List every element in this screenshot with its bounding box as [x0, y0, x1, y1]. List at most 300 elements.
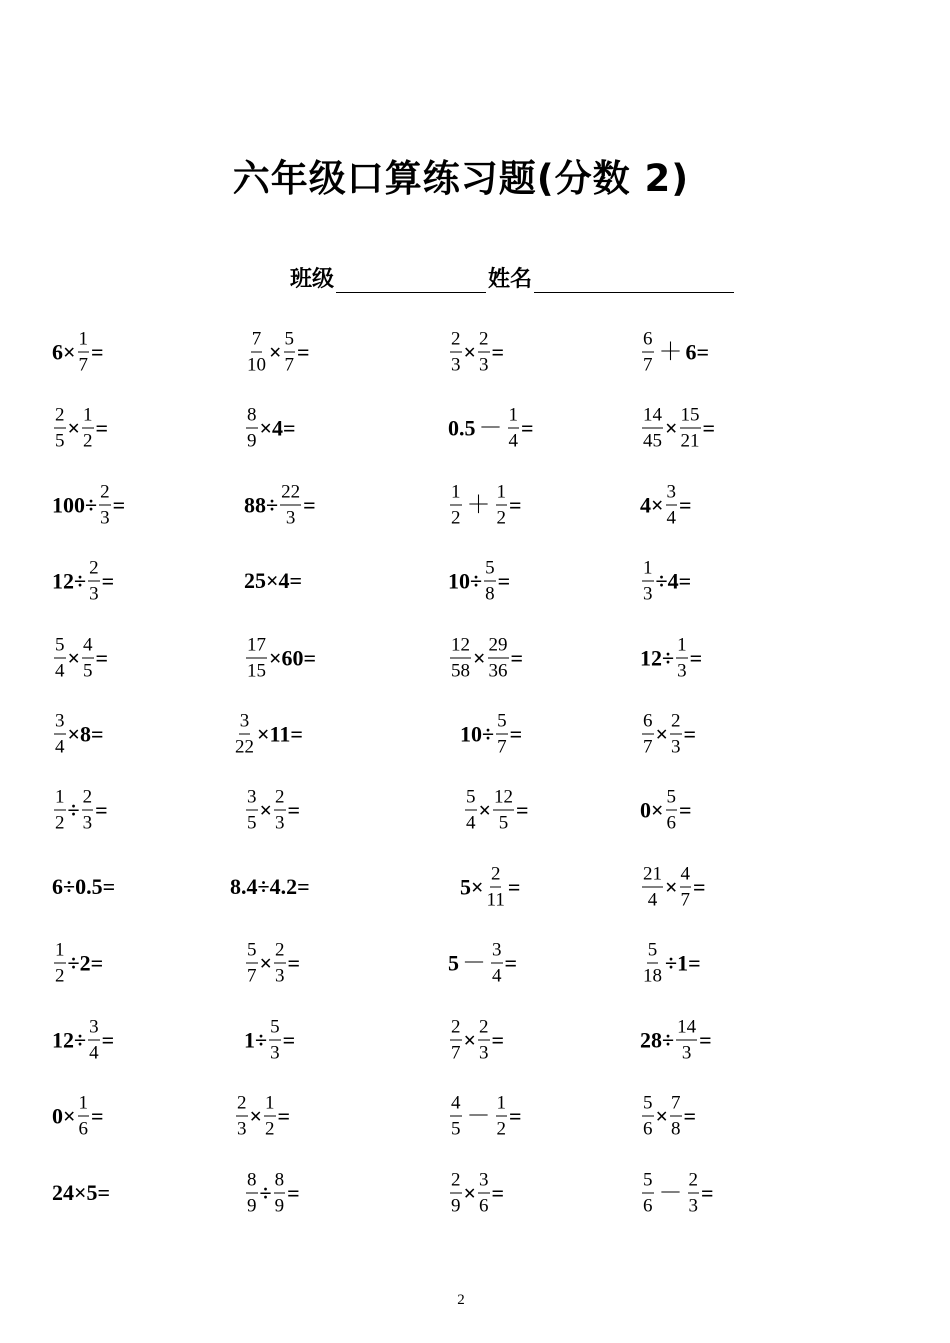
fraction-denominator: 3	[275, 965, 285, 987]
problem	[52, 941, 103, 986]
fraction-denominator: 3	[688, 1195, 698, 1217]
expression-text: =	[491, 339, 505, 364]
operator: －	[658, 1180, 683, 1206]
fraction-numerator: 5	[642, 1094, 654, 1117]
fraction-denominator: 4	[89, 1042, 99, 1064]
expression-text: ×	[473, 645, 486, 670]
fraction-numerator: 5	[246, 941, 258, 964]
expression-text: 24×5=	[52, 1180, 111, 1205]
fraction-denominator: 3	[479, 1042, 489, 1064]
problem	[52, 788, 108, 833]
fraction-denominator: 5	[83, 660, 93, 682]
expression-text: 0.5	[448, 415, 476, 440]
operator: ＋	[658, 339, 683, 365]
expression-text: =	[287, 950, 301, 975]
operator: －	[466, 1103, 491, 1129]
problem	[640, 406, 715, 451]
fraction-numerator: 4	[82, 636, 94, 659]
fraction-numerator: 5	[465, 788, 477, 811]
expression-text: ×	[463, 1180, 477, 1205]
fraction	[274, 1171, 286, 1216]
fraction	[642, 712, 654, 757]
expression-text: =	[509, 721, 523, 746]
fraction-numerator: 5	[496, 712, 508, 735]
fraction-denominator: 5	[498, 812, 509, 834]
problem	[448, 941, 517, 986]
expression-text: =	[101, 568, 115, 593]
problem	[244, 330, 310, 375]
expression-text: ×	[655, 1103, 669, 1128]
expression-text: 5×	[460, 874, 484, 899]
fraction	[264, 1094, 276, 1139]
problem	[244, 570, 302, 592]
fraction-numerator: 5	[484, 559, 496, 582]
fraction-numerator: 2	[54, 406, 66, 429]
fraction-numerator: 2	[670, 712, 682, 735]
fraction-denominator: 7	[451, 1042, 461, 1064]
problem	[52, 636, 108, 681]
expression-text: 1÷	[244, 1027, 268, 1052]
expression-text: =	[287, 797, 301, 822]
fraction	[670, 1094, 682, 1139]
problem	[52, 712, 104, 757]
fraction	[680, 865, 692, 910]
fraction-numerator: 1	[496, 1094, 508, 1117]
problem	[640, 330, 709, 375]
expression-text: =	[497, 568, 511, 593]
fraction-numerator: 3	[239, 712, 251, 735]
problem	[640, 483, 692, 528]
fraction	[465, 788, 477, 833]
expression-text: =	[689, 645, 703, 670]
fraction-numerator: 8	[246, 1171, 258, 1194]
fraction-denominator: 3	[681, 1042, 692, 1064]
fraction	[450, 330, 462, 375]
expression-text: ×	[269, 339, 282, 364]
fraction-denominator: 7	[680, 889, 691, 911]
fraction	[478, 1171, 490, 1216]
fraction	[486, 865, 506, 910]
problem	[448, 330, 504, 375]
fraction-numerator: 5	[284, 330, 296, 353]
fraction-numerator: 5	[647, 941, 659, 964]
fraction-numerator: 7	[251, 330, 263, 353]
problem	[244, 636, 316, 681]
expression-text: ×	[665, 415, 678, 440]
expression-text: =	[509, 1103, 522, 1128]
fraction-denominator: 7	[643, 354, 653, 376]
fraction	[484, 559, 496, 604]
expression-text: =	[699, 1027, 712, 1052]
problem	[52, 483, 125, 528]
fraction-numerator: 14	[676, 1018, 697, 1041]
fraction	[450, 636, 471, 681]
expression-text: =	[679, 492, 692, 517]
fraction-denominator: 4	[466, 812, 476, 834]
problem	[460, 865, 520, 910]
fraction	[491, 941, 503, 986]
fraction-numerator: 12	[450, 636, 471, 659]
fraction-numerator: 1	[508, 406, 520, 429]
problem	[448, 406, 534, 451]
fraction-numerator: 8	[274, 1171, 286, 1194]
fraction-numerator: 2	[82, 788, 94, 811]
fraction	[234, 712, 255, 757]
fraction	[676, 1018, 697, 1063]
expression-text: =	[95, 797, 108, 822]
problem	[52, 1182, 110, 1204]
expression-text: ÷	[67, 797, 80, 822]
fraction-denominator: 4	[55, 736, 65, 758]
fraction-denominator: 4	[55, 660, 65, 682]
fraction-numerator: 3	[478, 1171, 490, 1194]
fraction	[508, 406, 520, 451]
fraction-denominator: 8	[671, 1118, 681, 1140]
name-blank[interactable]	[534, 268, 734, 293]
fraction-denominator: 2	[55, 965, 65, 987]
fraction-numerator: 2	[88, 559, 100, 582]
fraction	[676, 636, 688, 681]
fraction-denominator: 5	[451, 1118, 461, 1140]
fraction	[496, 712, 508, 757]
fraction-numerator: 7	[670, 1094, 682, 1117]
fraction-denominator: 2	[496, 507, 506, 529]
expression-text: 12÷	[52, 568, 87, 593]
fraction	[246, 636, 267, 681]
class-blank[interactable]	[336, 268, 486, 293]
fraction-numerator: 1	[496, 483, 508, 506]
fraction	[642, 865, 663, 910]
name-label: 姓名	[488, 267, 533, 292]
worksheet-title: 六年级口算练习题(分数 2)	[232, 157, 690, 200]
fraction	[82, 636, 94, 681]
expression-text: =	[702, 415, 716, 440]
fraction	[642, 406, 663, 451]
expression-text: ×	[67, 415, 81, 440]
expression-text: ×	[67, 645, 81, 670]
fraction	[54, 788, 66, 833]
fraction-denominator: 9	[451, 1195, 461, 1217]
fraction-numerator: 1	[78, 1094, 90, 1117]
fraction-denominator: 3	[100, 507, 110, 529]
problem	[640, 559, 691, 604]
fraction-denominator: 3	[479, 354, 489, 376]
fraction-numerator: 4	[680, 865, 692, 888]
fraction	[54, 406, 66, 451]
fraction-denominator: 8	[485, 583, 495, 605]
expression-text: ÷4=	[655, 568, 692, 593]
fraction-numerator: 4	[450, 1094, 462, 1117]
expression-text: 0×	[640, 797, 664, 822]
expression-text: =	[112, 492, 126, 517]
problem	[244, 941, 300, 986]
expression-text: ×	[665, 874, 678, 899]
fraction-numerator: 2	[274, 788, 286, 811]
expression-text: 6=	[685, 339, 710, 364]
expression-text: 10÷	[448, 568, 483, 593]
fraction-denominator: 2	[496, 1118, 506, 1140]
expression-text: =	[683, 1103, 697, 1128]
expression-text: 4×	[640, 492, 664, 517]
expression-text: ×11=	[257, 721, 303, 746]
fraction-numerator: 3	[491, 941, 503, 964]
fraction	[666, 483, 678, 528]
problem	[52, 330, 104, 375]
fraction-numerator: 1	[264, 1094, 276, 1117]
fraction-denominator: 7	[643, 736, 653, 758]
fraction	[642, 559, 654, 604]
fraction-denominator: 7	[284, 354, 295, 376]
fraction	[670, 712, 682, 757]
fraction-denominator: 9	[247, 1195, 257, 1217]
expression-text: =	[91, 339, 104, 364]
fraction-denominator: 36	[488, 660, 508, 682]
fraction-numerator: 5	[269, 1018, 281, 1041]
fraction-denominator: 3	[285, 507, 296, 529]
expression-text: =	[516, 797, 529, 822]
expression-text: =	[693, 874, 706, 899]
fraction-denominator: 3	[677, 660, 687, 682]
problem	[463, 788, 529, 833]
fraction	[246, 941, 258, 986]
fraction	[450, 1171, 462, 1216]
fraction	[269, 1018, 281, 1063]
expression-text: 100÷	[52, 492, 98, 517]
expression-text: 12÷	[52, 1027, 87, 1052]
expression-text: ÷1=	[665, 950, 701, 975]
problem	[244, 1018, 295, 1063]
fraction-denominator: 3	[275, 812, 285, 834]
fraction-denominator: 7	[497, 736, 507, 758]
expression-text: ×60=	[269, 645, 317, 670]
expression-text: 0×	[52, 1103, 76, 1128]
fraction-denominator: 2	[83, 430, 93, 452]
fraction-numerator: 1	[450, 483, 462, 506]
operator: －	[462, 950, 486, 976]
fraction	[642, 1171, 654, 1216]
expression-text: =	[491, 1180, 505, 1205]
fraction-denominator: 15	[247, 660, 266, 682]
expression-text: =	[297, 339, 310, 364]
problem	[640, 865, 706, 910]
fraction-numerator: 17	[246, 636, 267, 659]
fraction-numerator: 22	[280, 483, 301, 506]
fraction-numerator: 1	[642, 559, 654, 582]
fraction	[54, 712, 66, 757]
fraction-denominator: 21	[680, 430, 700, 452]
expression-text: =	[491, 1027, 505, 1052]
problem	[244, 483, 316, 528]
fraction	[450, 483, 462, 528]
problem	[52, 559, 114, 604]
fraction-numerator: 6	[642, 330, 654, 353]
fraction-numerator: 1	[676, 636, 688, 659]
expression-text: =	[91, 1103, 104, 1128]
fraction	[280, 483, 301, 528]
fraction	[496, 483, 508, 528]
problem	[52, 876, 115, 898]
fraction-denominator: 3	[270, 1042, 280, 1064]
expression-text: =	[679, 797, 692, 822]
expression-text: 6×	[52, 339, 76, 364]
problem	[244, 1171, 300, 1216]
fraction-denominator: 2	[451, 507, 461, 529]
fraction	[284, 330, 296, 375]
fraction-denominator: 18	[643, 965, 662, 987]
fraction-numerator: 2	[688, 1171, 700, 1194]
fraction	[246, 330, 267, 375]
fraction-denominator: 4	[492, 965, 502, 987]
expression-text: 5	[448, 950, 459, 975]
fraction-denominator: 22	[235, 736, 254, 758]
problem	[640, 788, 692, 833]
problem	[52, 1094, 104, 1139]
fraction-denominator: 3	[451, 354, 461, 376]
problem	[448, 559, 510, 604]
page-number: 2	[457, 1292, 465, 1308]
fraction	[88, 559, 100, 604]
fraction-denominator: 5	[247, 812, 257, 834]
problem	[460, 712, 522, 757]
fraction-numerator: 2	[236, 1094, 248, 1117]
fraction-numerator: 14	[642, 406, 663, 429]
expression-text: =	[95, 645, 109, 670]
fraction	[642, 1094, 654, 1139]
fraction-numerator: 8	[246, 406, 258, 429]
expression-text: 8.4÷4.2=	[230, 874, 310, 899]
expression-text: ×	[249, 1103, 263, 1128]
expression-text: =	[504, 950, 518, 975]
expression-text: =	[101, 1027, 115, 1052]
fraction-numerator: 3	[666, 483, 678, 506]
fraction	[496, 1094, 508, 1139]
fraction-numerator: 2	[450, 1171, 462, 1194]
problem	[232, 712, 303, 757]
fraction	[478, 330, 490, 375]
expression-text: =	[521, 415, 534, 440]
fraction-numerator: 1	[78, 330, 90, 353]
fraction-denominator: 7	[78, 354, 89, 376]
expression-text: =	[683, 721, 697, 746]
fraction-denominator: 6	[78, 1118, 89, 1140]
problem	[244, 406, 296, 451]
expression-text: =	[509, 492, 522, 517]
expression-text: 28÷	[640, 1027, 675, 1052]
expression-text: 6÷0.5=	[52, 874, 116, 899]
expression-text: =	[507, 874, 521, 899]
fraction-numerator: 3	[54, 712, 66, 735]
problem	[640, 941, 701, 986]
fraction	[488, 636, 509, 681]
fraction-denominator: 58	[451, 660, 470, 682]
problem	[640, 636, 702, 681]
problem	[52, 1018, 114, 1063]
fraction	[274, 941, 286, 986]
fraction	[478, 1018, 490, 1063]
fraction	[642, 941, 663, 986]
fraction-denominator: 6	[666, 812, 677, 834]
expression-text: ×	[259, 950, 273, 975]
fraction	[54, 636, 66, 681]
expression-text: =	[287, 1180, 300, 1205]
fraction	[246, 1171, 258, 1216]
problem	[448, 483, 522, 528]
fraction-denominator: 45	[643, 430, 662, 452]
expression-text: 25×4=	[244, 568, 303, 593]
fraction-numerator: 5	[54, 636, 66, 659]
fraction-numerator: 2	[450, 1018, 462, 1041]
expression-text: ×	[463, 1027, 477, 1052]
fraction	[78, 330, 90, 375]
fraction	[82, 788, 94, 833]
fraction	[450, 1094, 462, 1139]
fraction	[82, 406, 94, 451]
expression-text: ÷2=	[67, 950, 104, 975]
fraction	[450, 1018, 462, 1063]
fraction-denominator: 7	[247, 965, 257, 987]
fraction	[274, 788, 286, 833]
fraction-numerator: 1	[82, 406, 94, 429]
fraction-numerator: 1	[54, 941, 66, 964]
fraction-numerator: 21	[642, 865, 663, 888]
fraction	[54, 941, 66, 986]
fraction	[78, 1094, 90, 1139]
fraction-denominator: 3	[82, 812, 93, 834]
fraction-denominator: 3	[671, 736, 681, 758]
fraction-denominator: 6	[643, 1195, 653, 1217]
expression-text: =	[303, 492, 316, 517]
expression-text: ×	[478, 797, 492, 822]
fraction	[666, 788, 678, 833]
problem	[234, 1094, 290, 1139]
fraction-numerator: 5	[666, 788, 678, 811]
fraction	[642, 330, 654, 375]
problem	[640, 1018, 712, 1063]
class-label: 班级	[290, 267, 335, 292]
expression-text: =	[510, 645, 524, 670]
expression-text: 88÷	[244, 492, 279, 517]
problem	[448, 636, 523, 681]
fraction-numerator: 15	[680, 406, 701, 429]
fraction	[246, 406, 258, 451]
expression-text: ×	[259, 797, 273, 822]
fraction-numerator: 2	[490, 865, 502, 888]
student-info-line	[290, 262, 736, 293]
fraction	[88, 1018, 100, 1063]
fraction-denominator: 10	[247, 354, 266, 376]
fraction-denominator: 5	[55, 430, 65, 452]
expression-text: ×4=	[259, 415, 296, 440]
fraction-denominator: 3	[237, 1118, 247, 1140]
expression-text: ×	[463, 339, 477, 364]
fraction-denominator: 2	[55, 812, 65, 834]
fraction-denominator: 9	[274, 1195, 285, 1217]
expression-text: 10÷	[460, 721, 495, 746]
fraction-denominator: 4	[508, 430, 518, 452]
fraction-denominator: 4	[647, 889, 658, 911]
expression-text: 12÷	[640, 645, 675, 670]
problem	[640, 712, 696, 757]
fraction-denominator: 2	[265, 1118, 275, 1140]
fraction-numerator: 3	[88, 1018, 100, 1041]
expression-text: ÷	[259, 1180, 272, 1205]
expression-text: =	[701, 1180, 714, 1205]
expression-text: =	[282, 1027, 296, 1052]
fraction-denominator: 6	[479, 1195, 489, 1217]
fraction-numerator: 2	[478, 1018, 490, 1041]
fraction	[688, 1171, 700, 1216]
fraction-numerator: 5	[642, 1171, 654, 1194]
